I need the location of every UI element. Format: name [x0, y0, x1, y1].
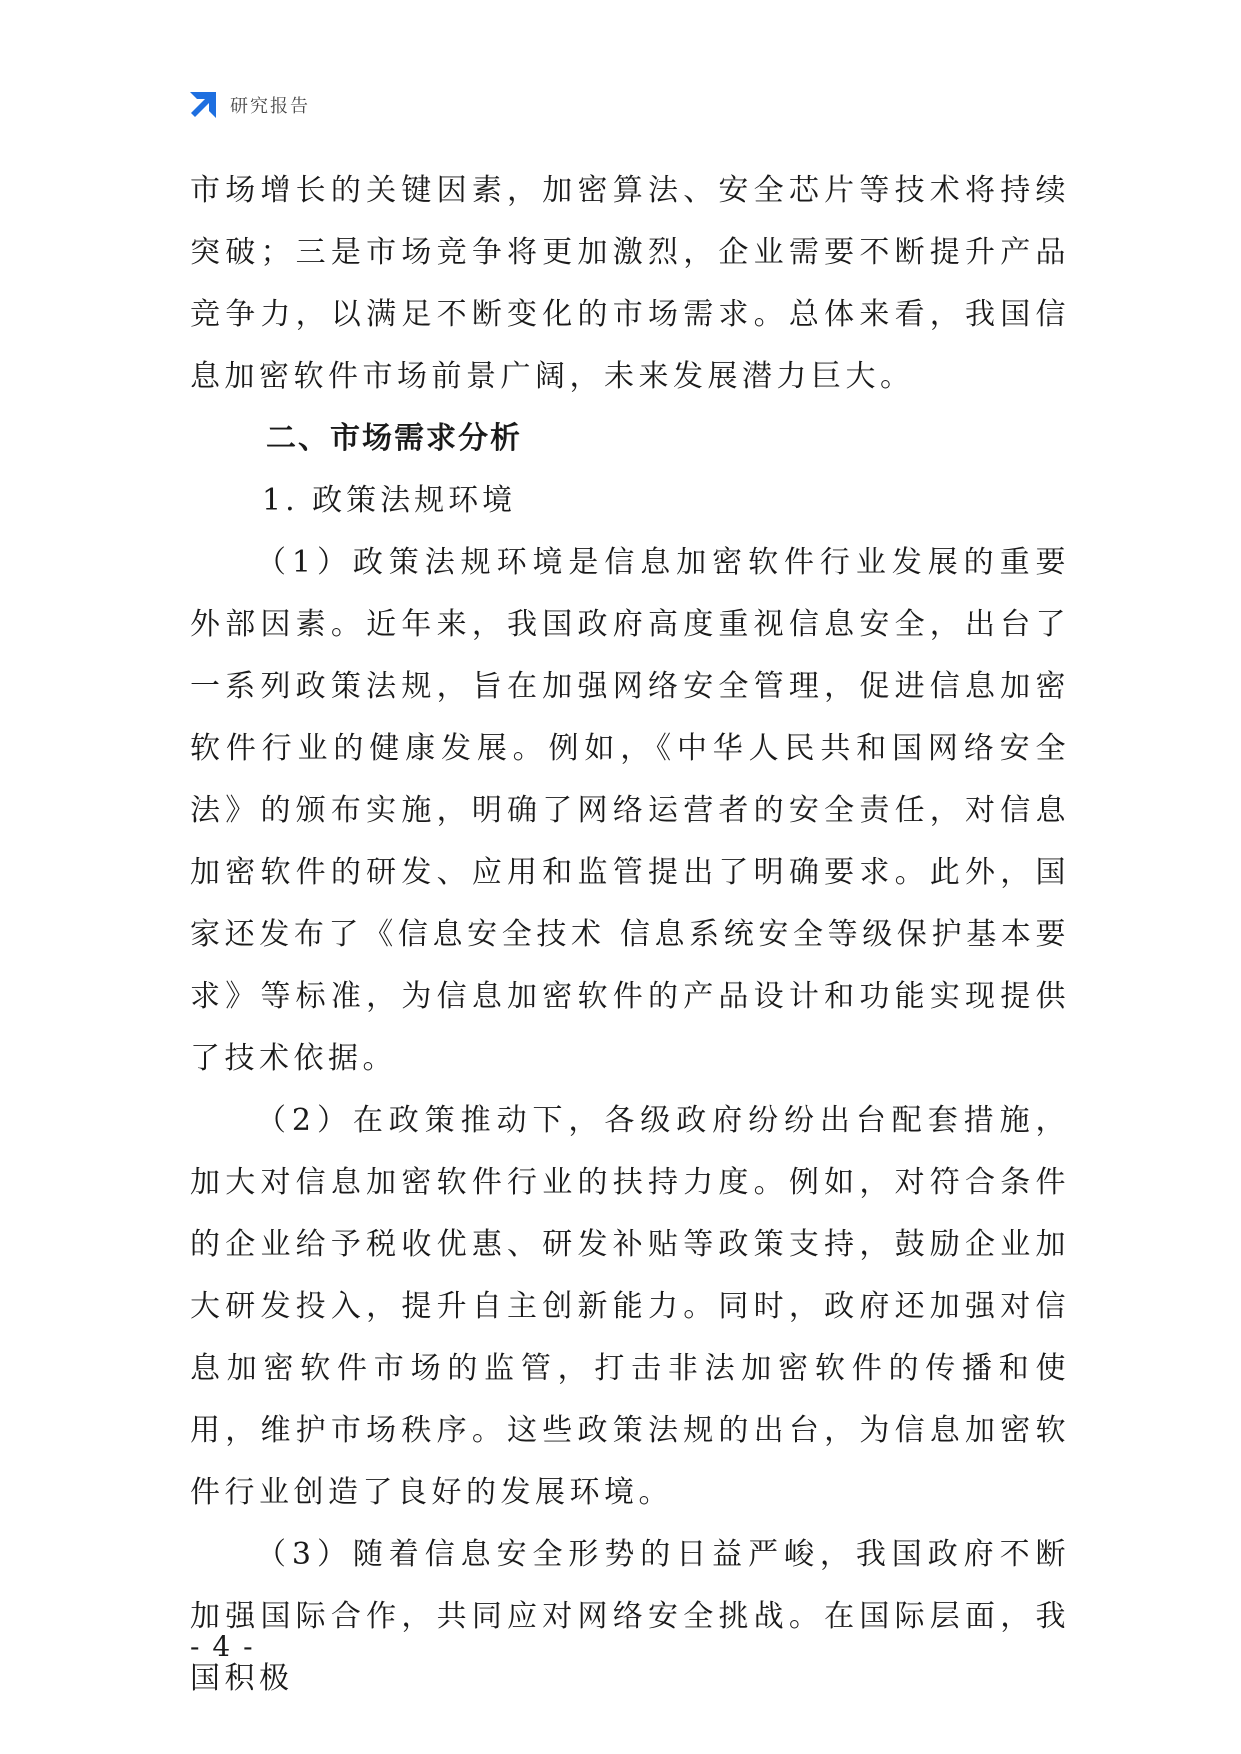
page-number: - 4 -	[190, 1630, 255, 1663]
document-header	[186, 88, 310, 122]
paragraph-1: （1）政策法规环境是信息加密软件行业发展的重要外部因素。近年来，我国政府高度重视信息安全，出台了一系列政策法规，旨在加强网络安全管理，促进信息加密软件行业的健康发展。例如，《中华人民共和国网络安全法》的颁布实施，明确了网络运营者的安全责任，对信息加密软件的研发、应用和监管提出了明确要求。此外，国家还发布了《信息安全技术 信息系统安全等级保护基本要求》等标准，为信息加密软件的产品设计和功能实现提供了技术依据。	[190, 545, 1070, 1076]
section-title: 二、市场需求分析	[266, 421, 522, 456]
paragraph-3: （3）随着信息安全形势的日益严峻，我国政府不断加强国际合作，共同应对网络安全挑战。在国际层面，我国积极	[190, 1537, 1070, 1696]
arrow-up-right-icon	[186, 88, 220, 122]
header-label: 研究报告	[230, 96, 310, 117]
paragraph-2: （2）在政策推动下，各级政府纷纷出台配套措施，加大对信息加密软件行业的扶持力度。例如，对符合条件的企业给予税收优惠、研发补贴等政策支持，鼓励企业加大研发投入，提升自主创新能力。同时，政府还加强对信息加密软件市场的监管，打击非法加密软件的传播和使用，维护市场秩序。这些政策法规的出台，为信息加密软件行业创造了良好的发展环境。	[190, 1103, 1070, 1510]
paragraph-continued: 市场增长的关键因素，加密算法、安全芯片等技术将持续突破；三是市场竞争将更加激烈，企业需要不断提升产品竞争力，以满足不断变化的市场需求。总体来看，我国信息加密软件市场前景广阔，未来发展潜力巨大。	[190, 173, 1070, 394]
document-body	[190, 160, 1070, 1710]
subsection-title: 1. 政策法规环境	[262, 483, 517, 518]
